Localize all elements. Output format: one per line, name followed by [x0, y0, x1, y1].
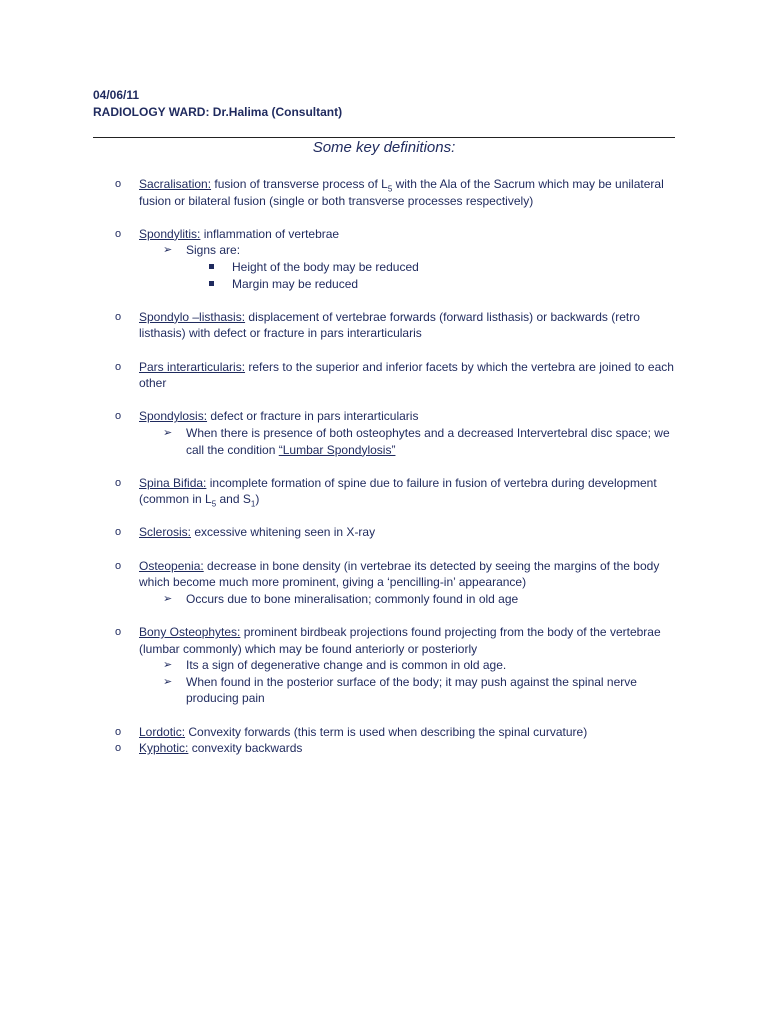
sub-point [93, 657, 683, 674]
sub-sub-point-text: Height of the body may be reduced [232, 259, 419, 274]
term: Osteopenia: [139, 558, 204, 573]
definition-text: incomplete formation of spine due to failure in fusion of vertebra during development (common in L [139, 475, 657, 507]
definition-text: prominent birdbeak projections found projecting from the body of the vertebrae (lumbar commonly) which may be found anteriorly or posteriorly [139, 625, 661, 656]
term: Sacralisation: [139, 177, 212, 191]
definition-text: defect or fracture in pars interarticularis [207, 409, 419, 424]
circle-bullet-icon: o [115, 476, 122, 489]
definition-kyphotic [93, 740, 683, 757]
definition-text: excessive whitening seen in X-ray [191, 525, 376, 540]
term: Lordotic: [139, 724, 186, 739]
sub-sub-point [93, 259, 683, 276]
circle-bullet-icon: o [115, 742, 122, 755]
section-title: Some key definitions: [312, 139, 456, 156]
circle-bullet-icon: o [115, 227, 122, 240]
square-bullet-icon [209, 281, 214, 286]
definition-text: decrease in bone density (in vertebrae its detected by seeing the margins of the body which become much more prominent, giving a ‘pencilling-in’ appearance) [139, 558, 660, 590]
sub-point-text: Its a sign of degenerative change and is common in old age. [186, 658, 507, 673]
term: Kyphotic: [139, 741, 189, 756]
definition-text: Convexity forwards (this term is used when describing the spinal curvature) [185, 724, 588, 739]
sub-point [93, 674, 683, 707]
arrow-bullet-icon: ➢ [163, 244, 173, 257]
circle-bullet-icon: o [115, 178, 122, 190]
definition-text: inflammation of vertebrae [200, 226, 340, 241]
term: Spondylosis: [139, 409, 208, 424]
definition-text: fusion of transverse process of L [211, 177, 388, 191]
circle-bullet-icon: o [115, 559, 122, 572]
arrow-bullet-icon: ➢ [163, 426, 173, 439]
definition-text: convexity backwards [188, 741, 303, 756]
term: Pars interarticularis: [139, 359, 246, 374]
ward-title: RADIOLOGY WARD: Dr.Halima (Consultant) [93, 105, 343, 119]
term: Bony Osteophytes: [139, 625, 241, 640]
quoted-term: “Lumbar Spondylosis” [278, 442, 396, 457]
sub-sub-point-text: Margin may be reduced [232, 276, 359, 291]
circle-bullet-icon: o [115, 410, 122, 423]
definition-text: ) [255, 492, 260, 507]
subscript: 5 [211, 499, 217, 509]
definition-spondylolisthesis [93, 309, 683, 342]
definition-lordotic [93, 724, 683, 741]
sub-point-text: When there is presence of both osteophytes and a decreased Intervertebral disc space; we call the condition [186, 425, 670, 457]
document-header [93, 87, 342, 121]
circle-bullet-icon: o [115, 526, 122, 539]
definition-text: displacement of vertebrae forwards (forward listhasis) or backwards (retro listhasis) with defect or fracture in pars interarticularis [139, 309, 640, 341]
subscript: 1 [250, 499, 256, 509]
subscript: 5 [387, 184, 393, 194]
definition-spondylitis [93, 226, 683, 243]
sub-point-text: Signs are: [186, 243, 241, 258]
term: Spondylo –listhasis: [139, 309, 246, 324]
sub-point [93, 242, 683, 259]
definition-spina-bifida [93, 475, 683, 508]
arrow-bullet-icon: ➢ [163, 592, 173, 605]
horizontal-rule [93, 137, 675, 138]
sub-point [93, 591, 683, 608]
definition-bony-osteophytes [93, 624, 683, 657]
sub-point-text: Occurs due to bone mineralisation; commonly found in old age [186, 591, 519, 606]
definition-spondylosis [93, 408, 683, 425]
definition-text: refers to the superior and inferior facets by which the vertebra are joined to each other [139, 359, 674, 391]
term: Spina Bifida: [139, 475, 207, 490]
sub-point-text: When found in the posterior surface of the body; it may push against the spinal nerve producing pain [186, 674, 637, 706]
definition-text: and S [216, 492, 251, 507]
circle-bullet-icon: o [115, 310, 122, 323]
circle-bullet-icon: o [115, 360, 122, 373]
sub-point [93, 425, 683, 458]
term: Spondylitis: [139, 226, 201, 241]
arrow-bullet-icon: ➢ [163, 659, 173, 672]
date: 04/06/11 [93, 88, 140, 102]
term: Sclerosis: [139, 525, 192, 540]
definition-pars-interarticularis [93, 359, 683, 392]
arrow-bullet-icon: ➢ [163, 675, 173, 688]
definitions-list [93, 176, 683, 757]
definition-sclerosis [93, 524, 683, 541]
square-bullet-icon [209, 264, 214, 269]
circle-bullet-icon: o [115, 725, 122, 738]
sub-sub-point [93, 276, 683, 293]
definition-sacralisation [93, 176, 683, 209]
definition-osteopenia [93, 558, 683, 591]
definition-text: with the Ala of the Sacrum which may be unilateral fusion or bilateral fusion (single or both transverse processes respectively) [139, 177, 664, 208]
circle-bullet-icon: o [115, 626, 122, 639]
